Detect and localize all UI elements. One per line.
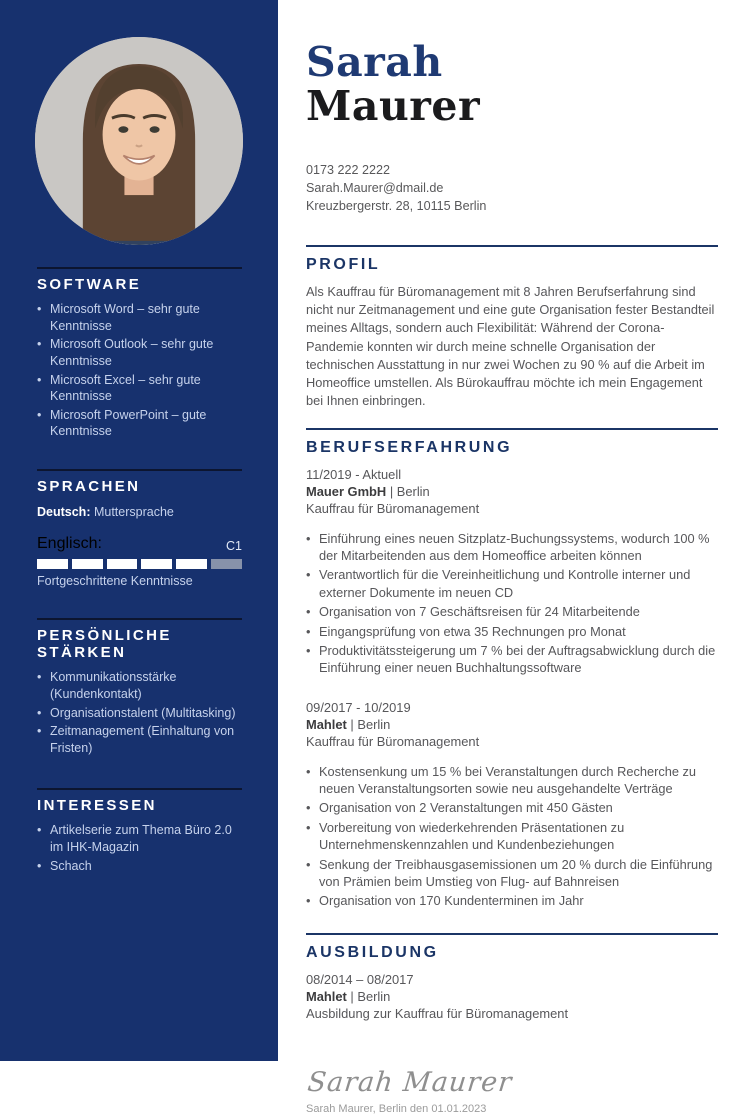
company-name: Mahlet xyxy=(306,716,347,732)
language-note: Fortgeschrittene Kenntnisse xyxy=(37,574,193,589)
company-location: | Berlin xyxy=(389,484,430,500)
list-item: • Microsoft Outlook – sehr gute Kenntnisse xyxy=(37,336,242,369)
language-bar-segment xyxy=(176,559,207,569)
education-title: AUSBILDUNG xyxy=(306,943,439,961)
profile-photo-illustration xyxy=(35,37,243,245)
list-item: • Kommunikationsstärke (Kundenkontakt) xyxy=(37,669,242,702)
list-item: • Zeitmanagement (Einhaltung von Fristen) xyxy=(37,723,242,756)
job-entry xyxy=(306,466,718,677)
job-entry xyxy=(306,699,718,910)
language-bar-segment xyxy=(211,559,242,569)
language-label: Englisch: xyxy=(37,535,102,553)
sidebar-section-interests xyxy=(37,788,242,874)
job-role: Kauffrau für Büromanagement xyxy=(306,501,480,517)
list-item: • Microsoft PowerPoint – gute Kenntnisse xyxy=(37,407,242,440)
education-company-line xyxy=(306,988,718,1005)
job-dates: 09/2017 - 10/2019 xyxy=(306,699,411,715)
list-item: • Organisationstalent (Multitasking) xyxy=(37,705,242,722)
company-location: | Berlin xyxy=(350,716,391,732)
list-item: • Schach xyxy=(37,858,242,875)
list-item: • Verantwortlich für die Vereinheitlichung und Kontrolle interner und externer Dokumente im neuen CD xyxy=(306,566,718,601)
school-name: Mahlet xyxy=(306,988,347,1004)
list-item: • Microsoft Word – sehr gute Kenntnisse xyxy=(37,301,242,334)
language-bar-segment xyxy=(37,559,68,569)
profile-photo xyxy=(35,37,243,245)
list-item: • Organisation von 7 Geschäftsreisen für 24 Mitarbeitende xyxy=(306,603,718,620)
education-dates: 08/2014 – 08/2017 xyxy=(306,971,414,987)
job-role: Kauffrau für Büromanagement xyxy=(306,734,480,750)
languages-title: SPRACHEN xyxy=(37,478,141,495)
sidebar xyxy=(0,0,278,1061)
postal-address: Kreuzbergerstr. 28, 10115 Berlin xyxy=(306,199,487,214)
interests-list xyxy=(37,822,242,874)
main-column xyxy=(278,0,750,1115)
profil-text: Als Kauffrau für Büromanagement mit 8 Jahren Berufserfahrung sind nicht nur Zeitmanagement und eine gute Organisation fester Bestandteil meines Alltags, sondern auch Flexibilität: Während der Corona-Pandemie konnten wir durch meine schnelle Organisation der technischen Ausstattung in nur zwei Wochen zu 90 % auf die Arbeit im Homeoffice umstellen. Als Bürokauffrau möchte ich mein Engagement bei Ihnen einbringen. xyxy=(306,283,715,409)
list-item: • Kostensenkung um 15 % bei Veranstaltungen durch Recherche zu neuen Veranstaltungsorten sowie neu ausgehandelte Verträge xyxy=(306,763,718,798)
language-value: Muttersprache xyxy=(93,505,174,519)
list-item: • Organisation von 170 Kundenterminen im Jahr xyxy=(306,892,718,909)
email-address: Sarah.Maurer@dmail.de xyxy=(306,180,444,195)
language-bar-segment xyxy=(107,559,138,569)
list-item: • Senkung der Treibhausgasemissionen um 20 % durch die Einführung von Prämien beim Umstieg von Flug- auf Bahnreisen xyxy=(306,856,718,891)
list-item: • Microsoft Excel – sehr gute Kenntnisse xyxy=(37,372,242,405)
list-item: • Einführung eines neuen Sitzplatz-Buchungssystems, wodurch 100 % der Mitarbeitenden aus dem Homeoffice arbeiten können xyxy=(306,530,718,565)
language-bar-segment xyxy=(141,559,172,569)
signature-caption: Sarah Maurer, Berlin den 01.01.2023 xyxy=(306,1102,487,1115)
contact-block xyxy=(306,162,718,216)
experience-title: BERUFSERFAHRUNG xyxy=(306,438,513,456)
strengths-title: PERSÖNLICHE STÄRKEN xyxy=(37,627,172,662)
list-item: • Produktivitätssteigerung um 7 % bei der Auftragsabwicklung durch die Einführung einer neuen Buchhaltungssoftware xyxy=(306,642,718,677)
job-dates: 11/2019 - Aktuell xyxy=(306,466,402,482)
education-degree: Ausbildung zur Kauffrau für Büromanagement xyxy=(306,1006,569,1022)
list-item: • Organisation von 2 Veranstaltungen mit 450 Gästen xyxy=(306,799,718,816)
company-name: Mauer GmbH xyxy=(306,484,387,500)
job-company-line xyxy=(306,716,718,733)
language-bar-segment xyxy=(72,559,103,569)
language-native xyxy=(37,504,242,520)
sidebar-section-languages xyxy=(37,469,242,588)
education-entry xyxy=(306,971,718,1023)
last-name: Maurer xyxy=(306,82,481,131)
signature-block xyxy=(306,1067,718,1115)
list-item: • Vorbereitung von wiederkehrenden Präsentationen zu Unternehmenskennzahlen und Kundenbeziehungen xyxy=(306,819,718,854)
signature-script: Sarah Maurer xyxy=(306,1066,514,1098)
school-location: | Berlin xyxy=(350,988,391,1004)
language-level-badge: C1 xyxy=(226,539,242,554)
list-item: • Eingangsprüfung von etwa 35 Rechnungen pro Monat xyxy=(306,623,718,640)
page-title xyxy=(306,40,718,129)
section-experience xyxy=(306,428,718,910)
software-list xyxy=(37,301,242,440)
section-profil xyxy=(306,245,718,411)
language-label: Deutsch: xyxy=(37,505,91,519)
software-title: SOFTWARE xyxy=(37,276,142,293)
sidebar-section-software xyxy=(37,267,242,440)
first-name: Sarah xyxy=(306,38,443,86)
job-bullet-list xyxy=(306,763,718,910)
list-item: • Artikelserie zum Thema Büro 2.0 im IHK-Magazin xyxy=(37,822,242,855)
job-bullet-list xyxy=(306,530,718,677)
strengths-list xyxy=(37,669,242,756)
phone-number: 0173 222 2222 xyxy=(306,162,391,177)
sidebar-section-strengths xyxy=(37,618,242,756)
profil-title: PROFIL xyxy=(306,255,381,273)
language-progress-bar xyxy=(37,559,242,569)
language-foreign xyxy=(37,535,242,553)
job-company-line xyxy=(306,483,718,500)
interests-title: INTERESSEN xyxy=(37,797,157,815)
section-education xyxy=(306,933,718,1023)
